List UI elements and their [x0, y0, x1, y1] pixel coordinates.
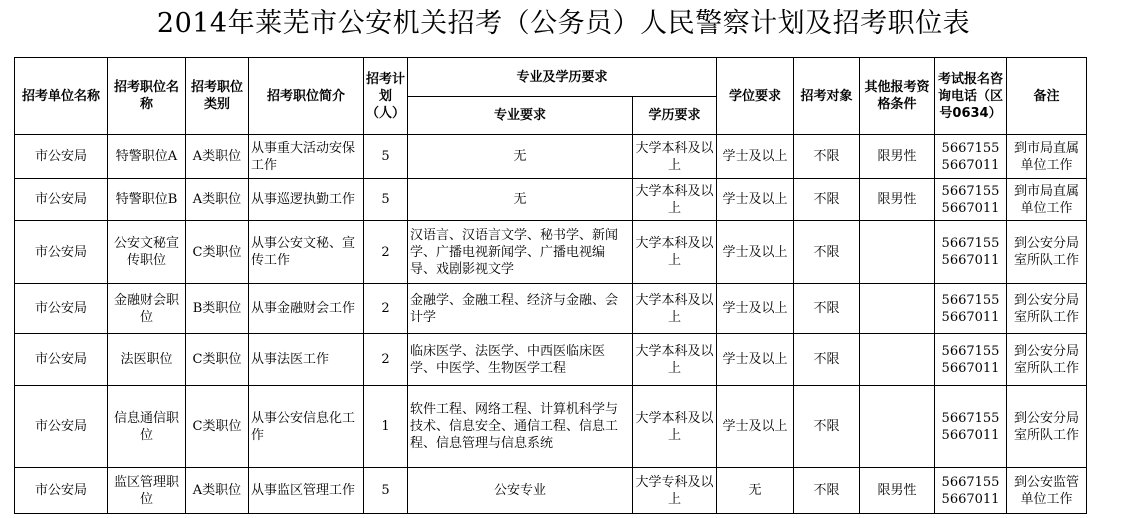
cell-unit: 市公安局 [15, 334, 108, 386]
header-other: 其他报考资格条件 [860, 58, 935, 135]
cell-position-desc: 从事法医工作 [249, 334, 364, 386]
cell-position-type: A类职位 [186, 468, 249, 514]
cell-edu: 大学本科及以上 [633, 386, 717, 468]
table-row [15, 334, 1087, 386]
cell-unit: 市公安局 [15, 386, 108, 468]
table-row [15, 284, 1087, 334]
table-header [15, 58, 1087, 135]
cell-remark: 到公安监管单位工作 [1007, 468, 1087, 514]
header-degree: 学位要求 [717, 58, 794, 135]
cell-phone: 5667155 5667011 [941, 292, 1000, 325]
table-row [15, 179, 1087, 221]
cell-plan: 2 [364, 221, 408, 284]
cell-other [860, 386, 935, 468]
header-unit: 招考单位名称 [15, 58, 108, 135]
cell-major: 金融学、金融工程、经济与金融、会计学 [408, 284, 633, 334]
cell-other [860, 221, 935, 284]
cell-position-desc: 从事监区管理工作 [249, 468, 364, 514]
cell-unit: 市公安局 [15, 468, 108, 514]
page-title: 2014年莱芜市公安机关招考（公务员）人民警察计划及招考职位表 [156, 8, 971, 39]
cell-unit: 市公安局 [15, 135, 108, 179]
cell-other [860, 334, 935, 386]
cell-position-desc: 从事公安信息化工作 [249, 386, 364, 468]
cell-position-type: A类职位 [186, 135, 249, 179]
cell-remark: 到公安分局室所队工作 [1007, 284, 1087, 334]
cell-other: 限男性 [860, 179, 935, 221]
cell-phone: 5667155 5667011 [941, 410, 1000, 443]
cell-major: 无 [408, 135, 633, 179]
cell-degree: 学士及以上 [717, 135, 794, 179]
cell-phone: 5667155 5667011 [941, 140, 1000, 173]
cell-plan: 2 [364, 334, 408, 386]
cell-phone: 5667155 5667011 [941, 343, 1000, 376]
cell-position-type: C类职位 [186, 221, 249, 284]
cell-position-desc: 从事重大活动安保工作 [249, 135, 364, 179]
cell-position-name: 监区管理职位 [108, 468, 186, 514]
cell-position-desc: 从事金融财会工作 [249, 284, 364, 334]
cell-major: 无 [408, 179, 633, 221]
cell-position-type: C类职位 [186, 386, 249, 468]
header-position-type: 招考职位类别 [186, 58, 249, 135]
cell-edu: 大学专科及以上 [633, 468, 717, 514]
cell-target: 不限 [794, 468, 860, 514]
cell-phone: 5667155 5667011 [941, 183, 1000, 216]
cell-degree: 学士及以上 [717, 284, 794, 334]
cell-position-name: 法医职位 [108, 334, 186, 386]
cell-position-name: 信息通信职位 [108, 386, 186, 468]
cell-position-name: 特警职位A [108, 135, 186, 179]
cell-target: 不限 [794, 135, 860, 179]
cell-plan: 5 [364, 179, 408, 221]
cell-position-desc: 从事巡逻执勤工作 [249, 179, 364, 221]
table-row [15, 386, 1087, 468]
header-edu-req: 学历要求 [633, 97, 717, 135]
cell-position-name: 特警职位B [108, 179, 186, 221]
header-major-req: 专业要求 [408, 97, 633, 135]
cell-edu: 大学本科及以上 [633, 135, 717, 179]
cell-position-type: B类职位 [186, 284, 249, 334]
header-major-edu: 专业及学历要求 [408, 58, 717, 97]
cell-remark: 到市局直属单位工作 [1007, 135, 1087, 179]
cell-position-desc: 从事公安文秘、宣传工作 [249, 221, 364, 284]
cell-phone: 5667155 5667011 [941, 474, 1000, 507]
header-phone: 考试报名咨询电话（区号0634） [935, 58, 1007, 135]
cell-degree: 学士及以上 [717, 221, 794, 284]
cell-position-name: 公安文秘宣传职位 [108, 221, 186, 284]
table-row [15, 468, 1087, 514]
cell-unit: 市公安局 [15, 179, 108, 221]
cell-target: 不限 [794, 284, 860, 334]
header-position-name: 招考职位名称 [108, 58, 186, 135]
cell-remark: 到公安分局室所队工作 [1007, 221, 1087, 284]
header-remark: 备注 [1007, 58, 1087, 135]
cell-target: 不限 [794, 179, 860, 221]
cell-degree: 学士及以上 [717, 334, 794, 386]
cell-remark: 到公安分局室所队工作 [1007, 334, 1087, 386]
cell-position-type: A类职位 [186, 179, 249, 221]
cell-target: 不限 [794, 334, 860, 386]
cell-plan: 1 [364, 386, 408, 468]
cell-degree: 无 [717, 468, 794, 514]
cell-other [860, 284, 935, 334]
cell-other: 限男性 [860, 468, 935, 514]
header-plan: 招考计划（人） [364, 58, 408, 135]
table-row [15, 135, 1087, 179]
cell-other: 限男性 [860, 135, 935, 179]
cell-plan: 5 [364, 135, 408, 179]
cell-unit: 市公安局 [15, 284, 108, 334]
cell-edu: 大学本科及以上 [633, 179, 717, 221]
cell-major: 公安专业 [408, 468, 633, 514]
cell-phone: 5667155 5667011 [941, 236, 1000, 268]
cell-major: 汉语言、汉语言文学、秘书学、新闻学、广播电视新闻学、广播电视编导、戏剧影视文学 [408, 221, 633, 284]
cell-degree: 学士及以上 [717, 179, 794, 221]
cell-remark: 到公安分局室所队工作 [1007, 386, 1087, 468]
header-position-desc: 招考职位简介 [249, 58, 364, 135]
cell-plan: 2 [364, 284, 408, 334]
cell-major: 软件工程、网络工程、计算机科学与技术、信息安全、通信工程、信息工程、信息管理与信息系统 [408, 386, 633, 468]
cell-edu: 大学本科及以上 [633, 284, 717, 334]
table-row [15, 221, 1087, 284]
cell-major: 临床医学、法医学、中西医临床医学、中医学、生物医学工程 [408, 334, 633, 386]
cell-target: 不限 [794, 221, 860, 284]
cell-plan: 5 [364, 468, 408, 514]
cell-position-name: 金融财会职位 [108, 284, 186, 334]
cell-target: 不限 [794, 386, 860, 468]
recruitment-table [14, 57, 1087, 514]
cell-remark: 到市局直属单位工作 [1007, 179, 1087, 221]
header-target: 招考对象 [794, 58, 860, 135]
cell-degree: 学士及以上 [717, 386, 794, 468]
cell-unit: 市公安局 [15, 221, 108, 284]
cell-edu: 大学本科及以上 [633, 221, 717, 284]
cell-edu: 大学本科及以上 [633, 334, 717, 386]
cell-position-type: C类职位 [186, 334, 249, 386]
